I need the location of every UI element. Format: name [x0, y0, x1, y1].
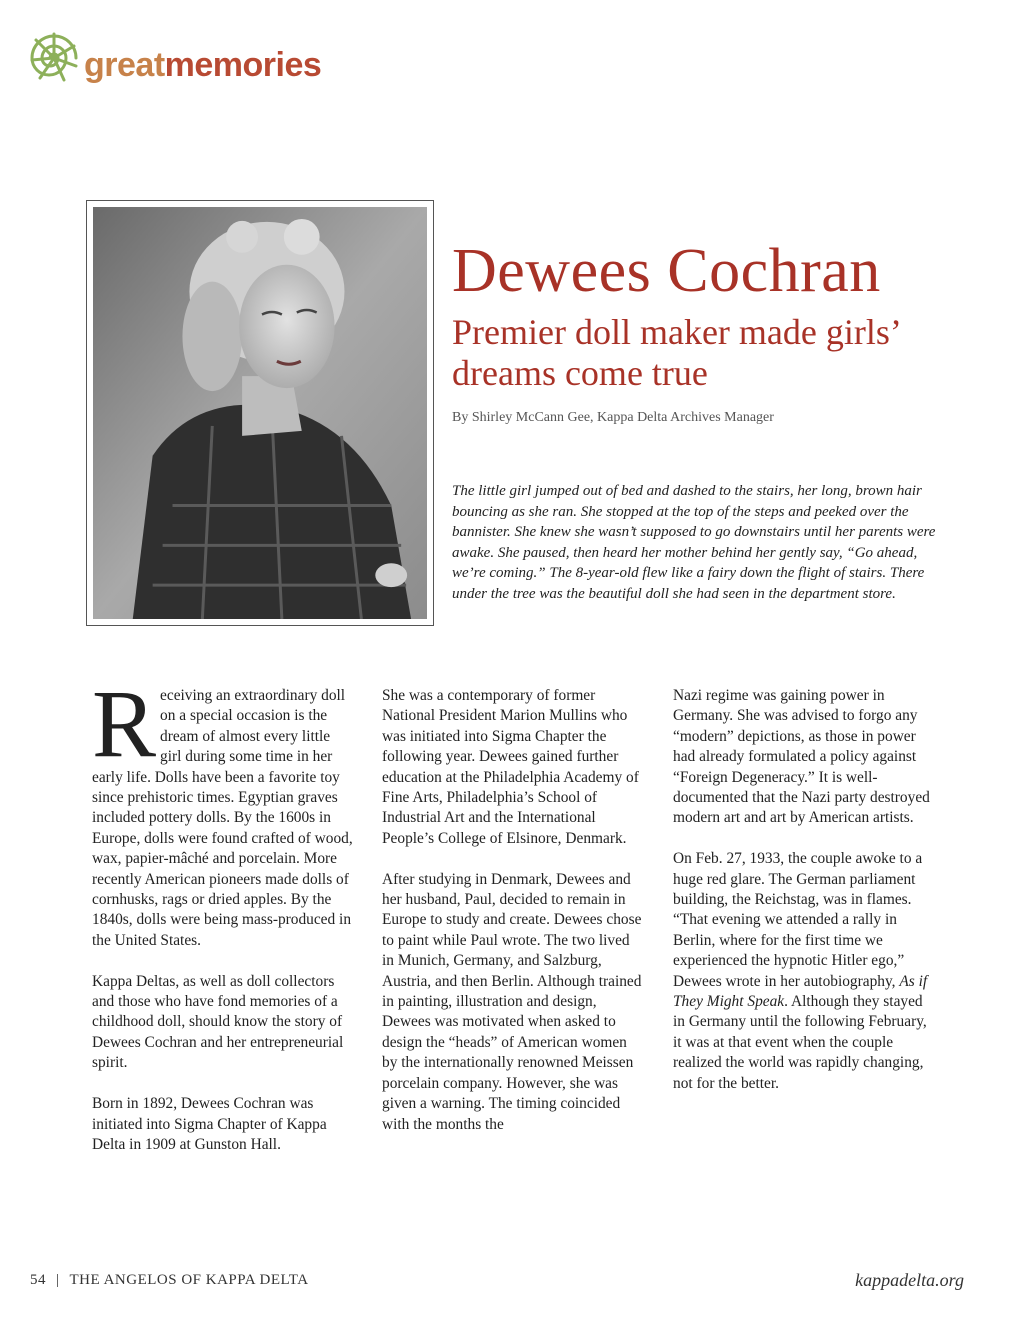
paragraph [92, 670, 354, 951]
portrait-image [93, 207, 427, 619]
paragraph: Kappa Deltas, as well as doll collectors and those who have fond memories of a childhood doll, should know the story of Dewees Cochran and her entrepreneurial spirit. [92, 972, 344, 1072]
logo-text-great: great [84, 45, 165, 84]
section-title [84, 46, 321, 85]
paragraph [673, 849, 935, 1094]
nautilus-shell-icon [26, 28, 82, 88]
footer-publication [30, 1272, 309, 1289]
section-logo [26, 26, 321, 90]
paragraph: Born in 1892, Dewees Cochran was initiated into Sigma Chapter of Kappa Delta in 1909 at Gunston Hall. [92, 1095, 327, 1153]
paragraph-text: eceiving an extraordinary doll on a special occasion is the dream of almost every little girl during some time in her early life. Dolls have been a favorite toy since prehistoric times. Egyptian graves included pottery dolls. By the 1600s in Europe, dolls were found crafted of wood, wax, papier-mâché and porcelain. More recently American pioneers made dolls of cornhusks, rags or dried apples. By the 1840s, dolls were being mass-produced in the United States. [92, 687, 353, 949]
article-title: Dewees Cochran [452, 237, 881, 305]
drop-cap: R [92, 670, 157, 777]
portrait-photo [86, 200, 434, 626]
article-lead: The little girl jumped out of bed and dashed to the stairs, her long, brown hair bouncing as she ran. She stopped at the top of the steps and peeked over the bannister. She knew she wasn’t supposed to go downstairs until her parents were awake. She paused, then heard her mother behind her gently say, “Go ahead, we’re coming.” The 8-year-old flew like a fairy down the flight of stairs. There under the tree was the beautiful doll she had seen in the department store. [452, 483, 936, 602]
page-number: 54 [30, 1272, 46, 1288]
paragraph: Nazi regime was gaining power in Germany. She was advised to forgo any “modern” depictions, as those in power had already formulated a policy against “Foreign Degeneracy.” It is well-documented that the Nazi party destroyed modern art and art by American artists. [673, 687, 930, 827]
paragraph-text: On Feb. 27, 1933, the couple awoke to a huge red glare. The German parliament building, the Reichstag, was in flames. “That evening we attended a rally in Berlin, where for the first time we experienced the hypnotic Hitler ego,” Dewees wrote in her autobiography, [673, 850, 923, 990]
footer-separator: | [56, 1272, 60, 1288]
article-column-2 [382, 686, 644, 1155]
article-column-3 [673, 686, 935, 1115]
article-subtitle: Premier doll maker made girls’ dreams come true [452, 312, 900, 393]
paragraph-text: . Although they stayed in Germany until the following February, it was at that event when the couple realized the world was rapidly changing, not for the better. [673, 993, 927, 1092]
article-byline: By Shirley McCann Gee, Kappa Delta Archives Manager [452, 410, 774, 425]
paragraph: After studying in Denmark, Dewees and her husband, Paul, decided to remain in Europe to study and create. Dewees chose to paint while Paul wrote. The two lived in Munich, Germany, and Salzburg, Austria, and then Berlin. Although trained in painting, illustration and design, Dewees was motivated when asked to design the “heads” of American women by the internationally renowned Meissen porcelain company. However, she was given a warning. The timing coincided with the months the [382, 870, 642, 1133]
paragraph: She was a contemporary of former National President Marion Mullins who was initiated into Sigma Chapter the following year. Dewees gained further education at the Philadelphia Academy of Fine Arts, Philadelphia’s School of Industrial Art and the International People’s College of Elsinore, Denmark. [382, 687, 639, 847]
footer-website: kappadelta.org [855, 1270, 964, 1290]
article-column-1 [92, 670, 354, 1176]
book-title: As if They Might Speak [673, 972, 928, 1011]
logo-text-memories: memories [164, 45, 322, 84]
publication-name: THE ANGELOS OF KAPPA DELTA [69, 1272, 309, 1288]
